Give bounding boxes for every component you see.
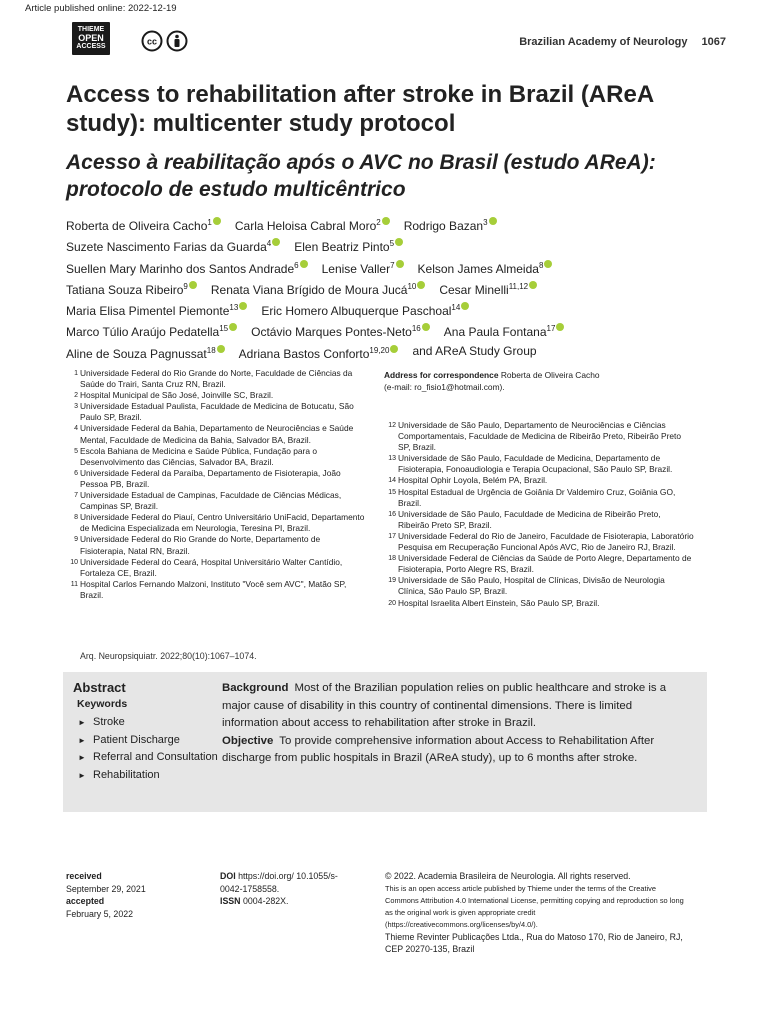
arrow-icon: ► [78,753,86,762]
affiliation-number: 3 [74,403,78,411]
orcid-icon[interactable] [422,323,430,331]
keywords-heading: Keywords [77,698,128,710]
author-name [235,214,390,235]
author-name-text: Marco Túlio Araújo Pedatella [66,325,220,340]
author-line [66,214,726,235]
arrow-icon: ► [78,718,86,727]
author-name-text: Renata Viana Brígido de Moura Jucá [210,282,408,297]
keywords-list [78,714,218,784]
issn-label: ISSN [220,896,241,906]
affiliation-item [66,579,368,601]
affiliation-number: 16 [388,510,396,518]
article-title-portuguese: Acesso à reabilitação após o AVC no Brasil (estudo AReA): protocolo de estudo multicêntrico [66,151,656,201]
orcid-icon[interactable] [272,238,280,246]
affiliation-item [384,453,694,475]
orcid-icon[interactable] [544,260,552,268]
publisher-address: Thieme Revinter Publicações Ltda., Rua do Matoso 170, Rio de Janeiro, RJ, CEP 20270-135, Brazil [385,931,683,954]
dates-block [66,870,196,920]
svg-text:cc: cc [146,36,158,47]
affiliation-item [384,553,694,575]
affiliation-item [384,509,694,531]
affiliation-text: Universidade de São Paulo, Hospital de Clínicas, Divisão de Neurologia Clínica, São Paulo SP, Brazil. [398,575,665,597]
affiliation-text: Universidade Federal da Paraíba, Departamento de Fisioterapia, João Pessoa PB, Brazil. [80,467,341,489]
author-name [66,320,237,341]
affiliation-ref: 18 [206,345,216,355]
abstract-objective [222,733,678,768]
accepted-label: accepted [66,896,105,906]
accepted-date: February 5, 2022 [66,908,133,919]
affiliation-ref: 2 [376,218,381,227]
background-label: Background [222,682,289,694]
background-text: Most of the Brazilian population relies on public healthcare and stroke is a major cause of disability in this country of continental dimensions. There is limited information about access to rehabilitation after stroke in Brazil. [222,682,667,730]
affiliations-right-column [384,420,694,609]
affiliation-item [66,390,368,401]
affiliation-number: 7 [74,492,78,500]
objective-text: To provide comprehensive information about Access to Rehabilitation After discharge from public hospitals in Brazil (AReA study), up to 6 months after stroke. [222,734,655,765]
orcid-icon[interactable] [396,260,404,268]
creative-commons-icon [141,30,163,52]
affiliation-ref: 5 [389,239,395,249]
affiliation-text: Hospital Carlos Fernando Malzoni, Instituto "Você sem AVC", Matão SP, Brazil. [80,578,347,600]
affiliation-text: Universidade Federal do Ceará, Hospital Universitário Walter Cantídio, Fortaleza CE, Brazil. [80,556,343,578]
affiliation-number: 11 [70,580,78,588]
affiliation-number: 20 [388,599,396,607]
affiliation-item [384,487,694,509]
affiliation-ref: 1 [207,218,212,227]
logo-line-3: ACCESS [76,43,106,51]
orcid-icon[interactable] [213,217,221,225]
orcid-icon[interactable] [239,302,247,310]
author-name [294,235,403,256]
affiliation-text: Universidade de São Paulo, Departamento de Neurociências e Ciências Comportamentais, Faculdade de Medicina de Ribeirão Preto, Ribeirão Preto SP, Brazil. [398,420,682,453]
affiliation-number: 18 [388,555,396,563]
orcid-icon[interactable] [489,217,497,225]
keyword-text: Stroke [93,716,125,728]
author-name [404,214,497,235]
affiliation-text: Universidade Federal do Rio de Janeiro, Faculdade de Fisioterapia, Laboratório Pesquisa em Recuperação Funcional Após AVC, Rio de Janeiro RJ, Brazil. [398,530,694,553]
affiliation-text: Universidade Federal de Ciências da Saúde de Porto Alegre, Departamento de Fisioterapia, Porto Alegre RS, Brazil. [398,553,692,575]
orcid-icon[interactable] [417,281,425,289]
affiliations-left-column [66,368,368,601]
running-header [519,36,726,48]
keyword-item[interactable] [78,767,218,785]
doi-label: DOI [220,871,236,881]
affiliation-number: 2 [74,392,78,400]
affiliation-item [384,531,694,553]
author-name [66,299,247,320]
affiliation-ref: 7 [390,260,395,270]
objective-label: Objective [222,734,274,747]
author-name [66,257,308,278]
copyright-block [385,870,685,956]
orcid-icon[interactable] [382,217,390,225]
orcid-icon[interactable] [461,302,469,310]
author-name-text: and AReA Study Group [412,343,537,358]
affiliation-ref: 6 [294,260,299,270]
author-name-text: Roberta de Oliveira Cacho [66,219,208,233]
affiliation-number: 17 [388,532,396,540]
author-name [251,320,430,341]
orcid-icon[interactable] [556,323,564,331]
author-name-text: Carla Heloisa Cabral Moro [234,219,377,233]
affiliation-item [384,475,694,486]
author-line [66,299,726,320]
author-name [439,278,537,299]
author-name [211,278,425,299]
affiliation-text: Escola Bahiana de Medicina e Saúde Pública, Fundação para o Desenvolvimento das Ciências, Salvador BA, Brazil. [80,445,317,467]
received-label: received [66,871,102,881]
affiliation-text: Universidade de São Paulo, Faculdade de Medicina, Departamento de Fisioterapia, Fonoaudiologia e Terapia Ocupacional, São Paulo SP, Brazil. [398,453,673,475]
publication-date: Article published online: 2022-12-19 [25,3,177,14]
keyword-item[interactable] [78,714,218,732]
affiliation-text: Universidade Federal do Rio Grande do Norte, Faculdade de Ciências da Saúde do Trairi, Santa Cruz RN, Brazil. [80,368,353,390]
affiliation-text: Universidade Estadual Paulista, Faculdade de Medicina de Botucatu, São Paulo SP, Brazil. [80,401,354,423]
affiliation-ref: 11,12 [508,281,529,291]
affiliation-ref: 17 [546,324,556,334]
author-name-text: Elen Beatriz Pinto [294,240,390,255]
author-name-text: Suzete Nascimento Farias da Guarda [66,240,267,255]
keyword-text: Patient Discharge [93,733,180,746]
affiliation-ref: 8 [538,260,544,270]
author-line [66,342,726,363]
affiliation-item [384,420,694,453]
author-name [261,299,469,320]
author-line [66,278,726,299]
author-name-text: Octávio Marques Pontes-Neto [251,325,412,340]
author-name [66,214,221,235]
affiliation-number: 15 [388,488,396,496]
affiliation-text: Hospital Ophir Loyola, Belém PA, Brazil. [398,475,548,486]
arrow-icon: ► [78,770,86,780]
affiliation-item [384,575,694,597]
author-name-text: Cesar Minelli [439,282,509,297]
affiliation-item [66,423,368,445]
license-text: This is an open access article published by Thieme under the terms of the Creative Commons Attribution 4.0 International License, permitting copying and reproduction so long as the original work is given appropriate credit (https://creativecommons.org/licenses/by/4.0/). [385,883,684,929]
doi-link[interactable]: https://doi.org/ 10.1055/s-0042-1758558. [220,871,338,894]
author-name [418,257,553,278]
author-name-text: Adriana Bastos Conforto [238,346,370,361]
affiliation-ref: 4 [266,239,272,249]
author-name [66,342,225,363]
affiliation-text: Hospital Estadual de Urgência de Goiânia Dr Valdemiro Cruz, Goiânia GO, Brazil. [398,486,676,508]
abstract-body [222,680,678,768]
keyword-text: Rehabilitation [93,768,160,781]
orcid-icon[interactable] [217,345,225,353]
affiliation-text: Universidade Federal do Rio Grande do Norte, Departamento de Fisioterapia, Natal RN, Brazil. [80,534,321,556]
affiliation-number: 8 [74,514,78,522]
orcid-icon[interactable] [529,281,537,289]
keyword-item[interactable] [78,749,218,767]
abstract-background [222,680,678,733]
orcid-icon[interactable] [189,281,197,289]
affiliation-number: 14 [388,477,396,485]
author-name [444,320,565,341]
author-name-text: Ana Paula Fontana [443,325,547,340]
author-name-text: Eric Homero Albuquerque Paschoal [261,304,452,319]
affiliation-item [66,557,368,579]
received-date: September 29, 2021 [66,883,146,894]
author-name-text: Lenise Valler [321,261,391,276]
author-name-text: Rodrigo Bazan [403,219,484,233]
copyright-line: © 2022. Academia Brasileira de Neurologia. All rights reserved. [385,871,631,881]
affiliation-number: 6 [74,469,78,477]
page-number: 1067 [701,36,726,48]
affiliation-text: Universidade Federal da Bahia, Departamento de Neurociências e Saúde Mental, Faculdade de Medicina da Bahia, Salvador BA, Brazil. [80,423,354,445]
affiliation-ref: 19,20 [369,345,390,355]
affiliation-number: 10 [70,558,78,566]
journal-name: Brazilian Academy of Neurology [519,36,688,48]
keyword-item[interactable] [78,732,218,750]
affiliation-text: Universidade Estadual de Campinas, Faculdade de Ciências Médicas, Campinas SP, Brazil. [80,490,342,512]
affiliation-ref: 9 [183,281,188,291]
logo-line-1: THIEME [77,26,105,34]
author-line [66,257,726,278]
affiliation-text: Hospital Municipal de São José, Joinville SC, Brazil. [80,390,274,401]
affiliation-item [66,468,368,490]
article-title-english: Access to rehabilitation after stroke in Brazil (AReA study): multicenter study protocol [66,81,654,138]
author-name-text: Tatiana Souza Ribeiro [66,282,184,297]
affiliation-ref: 13 [229,303,239,313]
author-list [66,214,726,363]
affiliation-number: 19 [388,577,396,585]
orcid-icon[interactable] [229,323,237,331]
affiliation-text: Universidade Federal do Piauí, Centro Universitário UniFacid, Departamento de Medicina Especializada em Neurologia, Teresina PI, Brazil. [80,512,365,534]
issn-value: 0004-282X. [243,896,289,906]
affiliation-item [66,401,368,423]
orcid-icon[interactable] [300,260,308,268]
affiliation-item [66,446,368,468]
keyword-text: Referral and Consultation [93,751,218,763]
author-name [412,342,536,363]
correspondence-email[interactable]: (e-mail: ro_fisio1@hotmail.com). [384,382,505,392]
author-name-text: Maria Elisa Pimentel Piemonte [66,304,230,319]
correspondence-name: Roberta de Oliveira Cacho [500,370,600,380]
affiliation-item [66,368,368,390]
author-line [66,320,726,341]
affiliation-ref: 14 [451,303,461,313]
affiliation-item [66,512,368,534]
affiliation-ref: 3 [483,218,488,227]
correspondence-block [384,369,684,393]
orcid-icon[interactable] [390,345,398,353]
affiliation-text: Hospital Israelita Albert Einstein, São Paulo SP, Brazil. [398,597,600,608]
affiliation-number: 4 [74,425,78,433]
affiliation-text: Universidade de São Paulo, Faculdade de Medicina de Ribeirão Preto, Ribeirão Preto SP, Brazil. [398,508,661,530]
attribution-icon [166,30,188,52]
author-name-text: Suellen Mary Marinho dos Santos Andrade [66,261,295,276]
author-name-text: Aline de Souza Pagnussat [66,346,207,361]
author-name-text: Kelson James Almeida [417,261,539,276]
affiliation-ref: 10 [407,281,417,291]
author-name [239,342,399,363]
arrow-icon: ► [78,735,86,745]
logo-line-2: OPEN [78,32,104,43]
abstract-heading: Abstract [73,680,126,695]
affiliation-number: 12 [388,422,396,429]
affiliation-number: 5 [74,447,78,455]
affiliation-item [66,534,368,556]
affiliation-item [384,598,694,609]
correspondence-label: Address for correspondence [384,370,499,380]
affiliation-number: 9 [74,536,78,544]
author-name [66,278,197,299]
affiliation-number: 1 [74,370,78,377]
identifier-block [220,870,360,908]
affiliation-ref: 16 [411,324,421,334]
thieme-open-access-logo[interactable] [72,22,110,55]
author-name [66,235,280,256]
affiliation-number: 13 [388,455,396,463]
affiliation-ref: 15 [219,324,229,334]
orcid-icon[interactable] [395,238,403,246]
author-line [66,235,726,256]
citation: Arq. Neuropsiquiatr. 2022;80(10):1067–1074. [80,651,257,661]
license-icons[interactable] [141,30,188,52]
affiliation-item [66,490,368,512]
author-name [322,257,404,278]
